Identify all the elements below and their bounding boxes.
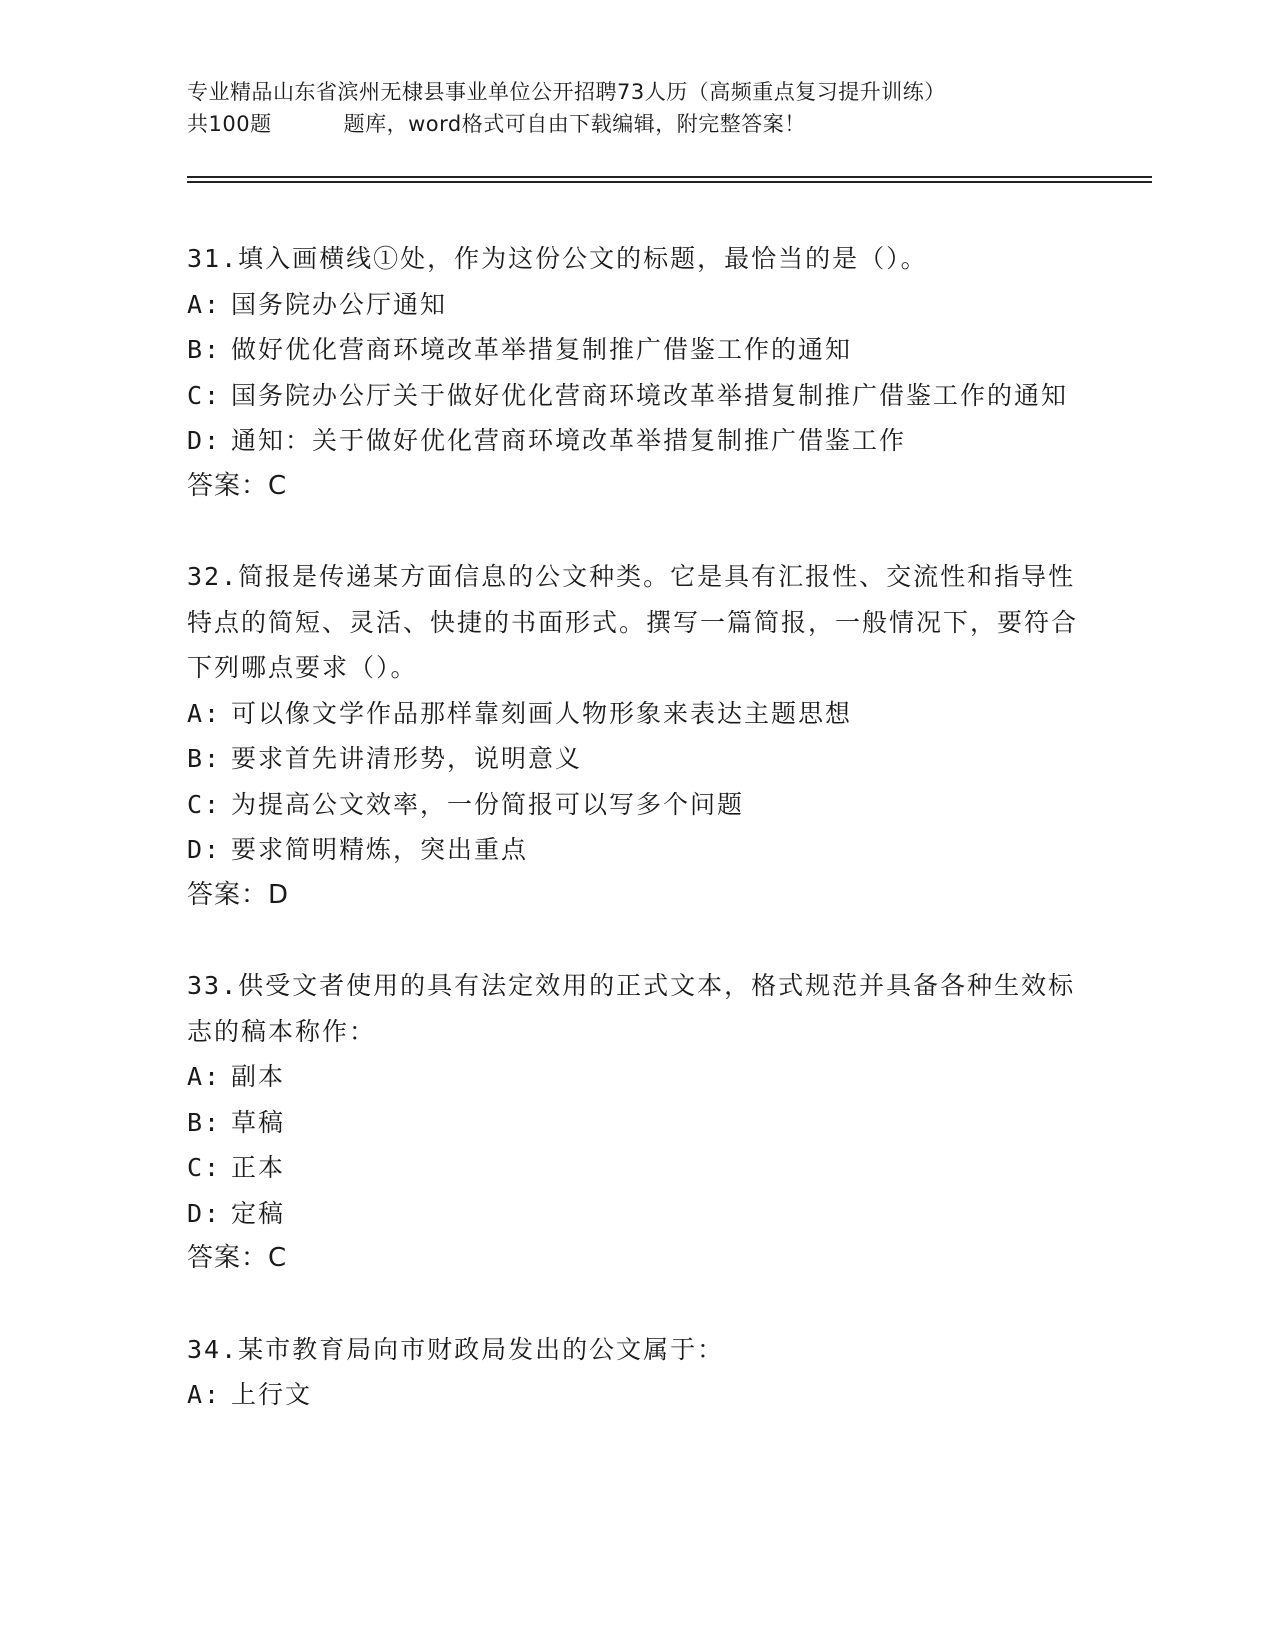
option-text: 上行文 bbox=[231, 1380, 313, 1409]
question-32 bbox=[187, 554, 1087, 918]
header-divider-bottom bbox=[187, 181, 1152, 183]
option-c bbox=[187, 373, 1087, 419]
question-text: 34.某市教育局向市财政局发出的公文属于： bbox=[187, 1334, 725, 1364]
option-text: 要求简明精炼，突出重点 bbox=[231, 835, 529, 864]
option-key: A: bbox=[187, 1380, 222, 1409]
option-text: 国务院办公厅关于做好优化营商环境改革举措复制推广借鉴工作的通知 bbox=[231, 380, 1069, 410]
option-key: A: bbox=[187, 289, 222, 319]
option-key: B: bbox=[187, 744, 222, 773]
option-b bbox=[187, 1100, 1087, 1146]
option-key: C: bbox=[187, 1153, 222, 1182]
option-a bbox=[187, 282, 1087, 328]
option-a bbox=[187, 1054, 1087, 1100]
option-a bbox=[187, 1372, 1087, 1418]
option-d bbox=[187, 418, 1087, 464]
question-31 bbox=[187, 236, 1087, 509]
option-key: D: bbox=[187, 835, 222, 864]
document-header bbox=[187, 76, 1087, 140]
option-text: 草稿 bbox=[231, 1107, 286, 1137]
option-key: C: bbox=[187, 380, 222, 410]
option-key: D: bbox=[187, 426, 222, 455]
option-d bbox=[187, 827, 1087, 873]
header-description: 题库，word格式可自由下载编辑，附完整答案！ bbox=[343, 112, 806, 136]
option-c bbox=[187, 1145, 1087, 1191]
option-text: 正本 bbox=[231, 1153, 286, 1182]
option-key: B: bbox=[187, 1107, 222, 1137]
option-text: 可以像文学作品那样靠刻画人物形象来表达主题思想 bbox=[231, 698, 853, 728]
header-subtitle-line bbox=[187, 108, 1087, 140]
option-a bbox=[187, 691, 1087, 737]
option-c bbox=[187, 782, 1087, 828]
header-title-line: 专业精品山东省滨州无棣县事业单位公开招聘73人历（高频重点复习提升训练） bbox=[187, 80, 946, 104]
option-key: A: bbox=[187, 1062, 222, 1091]
option-b bbox=[187, 327, 1087, 373]
option-text: 通知：关于做好优化营商环境改革举措复制推广借鉴工作 bbox=[231, 426, 907, 455]
option-text: 副本 bbox=[231, 1062, 286, 1091]
answer-line: 答案：C bbox=[187, 1243, 288, 1273]
question-34 bbox=[187, 1327, 1087, 1418]
question-list bbox=[187, 236, 1087, 1418]
option-key: A: bbox=[187, 698, 222, 728]
option-text: 定稿 bbox=[231, 1198, 286, 1228]
option-key: C: bbox=[187, 789, 222, 819]
option-text: 为提高公文效率，一份简报可以写多个问题 bbox=[231, 789, 745, 819]
question-text: 31.填入画横线①处，作为这份公文的标题，最恰当的是（）。 bbox=[187, 244, 928, 273]
answer-line: 答案：C bbox=[187, 470, 288, 501]
question-33 bbox=[187, 963, 1087, 1282]
option-key: D: bbox=[187, 1198, 222, 1228]
option-text: 做好优化营商环境改革举措复制推广借鉴工作的通知 bbox=[231, 335, 853, 364]
header-divider-top bbox=[187, 176, 1152, 178]
option-key: B: bbox=[187, 335, 222, 364]
option-d bbox=[187, 1191, 1087, 1237]
question-text: 33.供受文者使用的具有法定效用的正式文本，格式规范并具备各种生效标志的稿本称作： bbox=[187, 971, 1076, 1046]
header-question-count: 共100题 bbox=[187, 112, 272, 136]
option-text: 国务院办公厅通知 bbox=[231, 289, 448, 319]
question-text: 32.简报是传递某方面信息的公文种类。它是具有汇报性、交流性和指导性特点的简短、灵活、快捷的书面形式。撰写一篇简报，一般情况下，要符合下列哪点要求（）。 bbox=[187, 562, 1079, 682]
option-b bbox=[187, 736, 1087, 782]
answer-line: 答案：D bbox=[187, 879, 290, 910]
option-text: 要求首先讲清形势，说明意义 bbox=[231, 744, 583, 773]
